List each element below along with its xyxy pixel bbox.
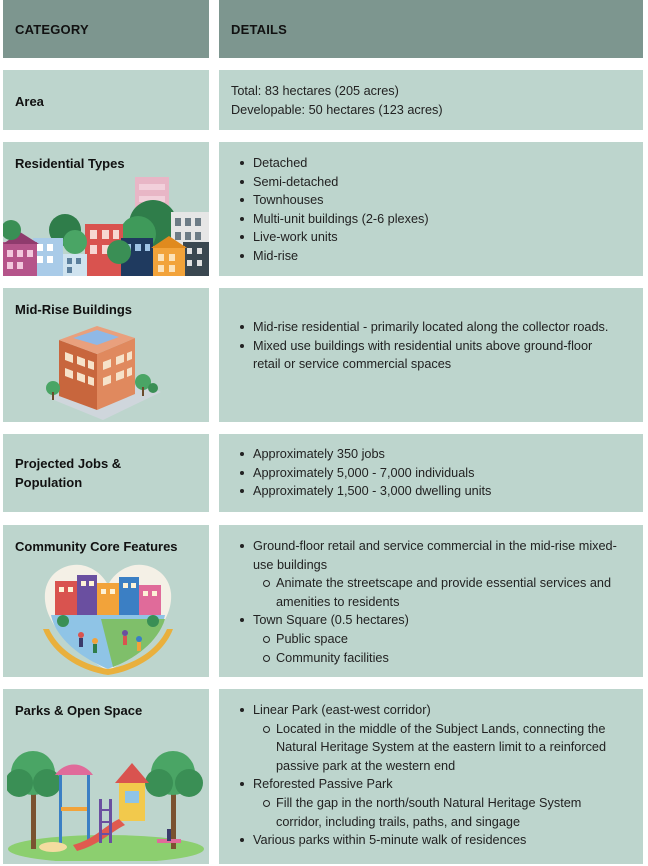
mid-rise-building-illustration — [43, 326, 163, 420]
city-houses-illustration — [3, 172, 209, 276]
list-item: Approximately 5,000 - 7,000 individuals — [253, 464, 643, 483]
row-residential-title: Residential Types — [15, 156, 125, 171]
row-midrise-category — [3, 288, 209, 422]
row-residential-category — [3, 142, 209, 276]
playground-park-illustration — [7, 733, 205, 861]
sub-list-item: Located in the middle of the Subject Lands, connecting the Natural Heritage System at the eastern limit to a reinforced passive park at the western end — [276, 720, 623, 776]
list-item: Mid-rise residential - primarily located along the collector roads. — [253, 318, 611, 337]
sub-list-item: Fill the gap in the north/south Natural Heritage System corridor, including trails, paths, and singage — [276, 794, 623, 831]
row-jobs-category — [3, 434, 209, 512]
parks-list — [231, 701, 623, 850]
list-item: Various parks within 5-minute walk of residences — [253, 831, 623, 850]
community-core-illustration — [41, 559, 175, 675]
row-community-details — [219, 525, 643, 677]
row-jobs-details — [219, 434, 643, 512]
list-item: Approximately 1,500 - 3,000 dwelling units — [253, 482, 643, 501]
jobs-list — [231, 445, 643, 501]
row-area-details — [219, 70, 643, 130]
list-item: Townhouses — [253, 191, 643, 210]
sub-list-item: Public space — [276, 630, 621, 649]
sub-list-item: Community facilities — [276, 649, 621, 668]
row-parks-category — [3, 689, 209, 864]
row-area-category — [3, 70, 209, 130]
list-item: Live-work units — [253, 228, 643, 247]
row-jobs-title — [15, 454, 121, 492]
row-community-title: Community Core Features — [15, 539, 178, 554]
header-details-cell — [219, 0, 643, 58]
residential-types-list — [231, 154, 643, 266]
list-item: Mixed use buildings with residential units above ground-floor retail or service commercial spaces — [253, 337, 611, 374]
row-community-category — [3, 525, 209, 677]
list-item: Detached — [253, 154, 643, 173]
header-details-label: DETAILS — [231, 22, 288, 37]
area-line-total: Total: 83 hectares (205 acres) — [231, 84, 399, 98]
row-midrise-title: Mid-Rise Buildings — [15, 302, 132, 317]
row-residential-details — [219, 142, 643, 276]
row-jobs-title-line2: Population — [15, 475, 83, 490]
list-item: Ground-floor retail and service commercial in the mid-rise mixed-use buildings Animate the streetscape and provide essential services and amenities to residents — [253, 537, 621, 611]
list-item: Reforested Passive Park Fill the gap in the north/south Natural Heritage System corridor, including trails, paths, and singage — [253, 775, 623, 831]
community-list — [231, 537, 621, 667]
row-jobs-title-line1: Projected Jobs & — [15, 456, 122, 471]
row-midrise-details — [219, 288, 643, 422]
header-category-cell — [3, 0, 209, 58]
header-category-label: CATEGORY — [15, 22, 89, 37]
list-item: Multi-unit buildings (2-6 plexes) — [253, 210, 643, 229]
row-parks-title: Parks & Open Space — [15, 703, 143, 718]
list-item: Linear Park (east-west corridor) Located in the middle of the Subject Lands, connecting the Natural Heritage System at the eastern limit to a reinforced passive park at the western end — [253, 701, 623, 775]
list-item: Mid-rise — [253, 247, 643, 266]
row-parks-details — [219, 689, 643, 864]
sub-list-item: Animate the streetscape and provide essential services and amenities to residents — [276, 574, 621, 611]
list-item: Approximately 350 jobs — [253, 445, 643, 464]
list-item: Town Square (0.5 hectares) Public space Community facilities — [253, 611, 621, 667]
midrise-list — [231, 318, 611, 374]
area-line-developable: Developable: 50 hectares (123 acres) — [231, 102, 443, 117]
row-area-title: Area — [15, 94, 44, 109]
list-item: Semi-detached — [253, 173, 643, 192]
